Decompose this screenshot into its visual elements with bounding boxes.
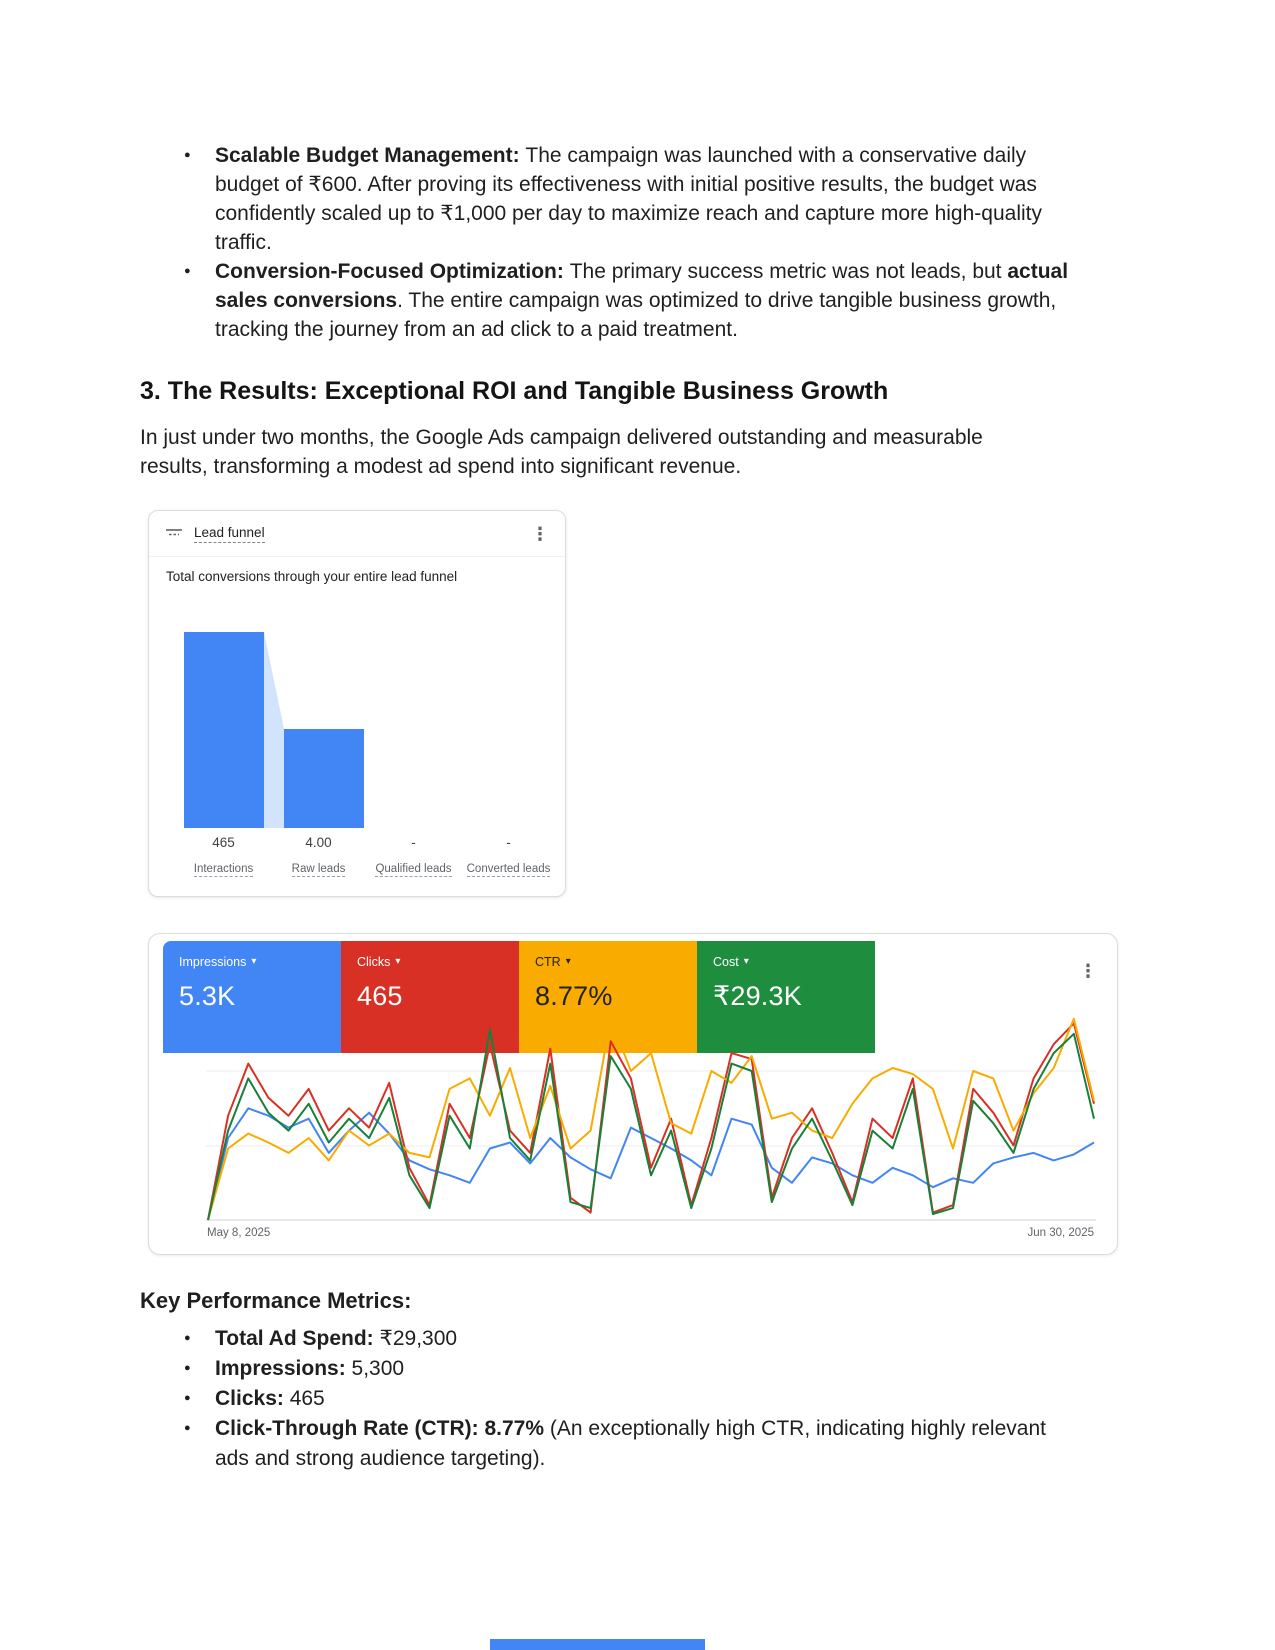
text-segment: 5,300 <box>351 1357 405 1380</box>
campaign-strategy-bullet-list <box>140 141 1075 344</box>
partial-blue-tile <box>490 1639 705 1650</box>
kpi-heading: Key Performance Metrics: <box>140 1288 412 1313</box>
bullet-text <box>215 1357 404 1380</box>
triangle-down-icon: ▾ <box>395 956 401 967</box>
lead-funnel-title-chip[interactable]: Lead funnel <box>194 525 265 543</box>
text-segment: Clicks: <box>215 1387 290 1410</box>
text-segment: The primary success metric was not leads, but <box>569 260 1008 283</box>
ads-performance-card <box>148 933 1118 1255</box>
text-segment: Total Ad Spend: <box>215 1327 380 1350</box>
lead-funnel-card <box>148 510 566 897</box>
metric-tile-label-row <box>535 955 697 969</box>
text-segment: Click-Through Rate (CTR): 8.77% <box>215 1417 550 1440</box>
bullet-item-impressions <box>140 1354 1075 1384</box>
metric-tile-value: 5.3K <box>179 981 236 1011</box>
metric-tile-label-row <box>357 955 519 969</box>
triangle-down-icon: ▾ <box>743 956 749 967</box>
bullet-text <box>215 1387 325 1410</box>
funnel-bar-raw-leads <box>284 729 364 828</box>
bullet-item-clicks <box>140 1384 1075 1414</box>
trend-line-cost <box>208 1029 1094 1220</box>
text-segment: Conversion-Focused Optimization: <box>215 260 570 283</box>
text-segment: 465 <box>289 1387 325 1410</box>
funnel-stage-values <box>176 835 556 850</box>
metric-tile-value: 8.77% <box>535 981 613 1011</box>
stage-label-raw-leads[interactable]: Raw leads <box>291 863 346 875</box>
trend-line-ctr <box>208 1019 1094 1220</box>
metric-tile-label-row <box>713 955 875 969</box>
intro-paragraph: In just under two months, the Google Ads campaign delivered outstanding and measurable results, transforming a modest ad spend into significant revenue. <box>140 426 983 478</box>
text-segment: . The entire campaign was optimized to drive tangible business growth, tracking the journey from an ad click to a paid treatment. <box>215 289 1057 341</box>
bullet-text <box>215 1417 1046 1470</box>
triangle-down-icon: ▾ <box>251 956 257 967</box>
bullet-text <box>215 260 1068 341</box>
bullet-text <box>215 144 1042 254</box>
lead-funnel-card-header <box>149 511 565 557</box>
text-segment: Scalable Budget Management: <box>215 144 526 167</box>
text-segment: (An exceptionally high CTR, indicating highly relevant ads and strong audience targeting). <box>215 1417 1046 1470</box>
metric-tile-label-row <box>179 955 341 969</box>
bullet-item-ctr <box>140 1414 1075 1474</box>
triangle-down-icon: ▾ <box>565 956 571 967</box>
x-axis-start-label: May 8, 2025 <box>207 1227 271 1239</box>
metric-tile-value: 465 <box>357 981 403 1011</box>
kpi-bullet-list <box>140 1324 1075 1474</box>
stage-label-interactions[interactable]: Interactions <box>193 863 254 875</box>
kebab-menu-icon[interactable]: ⋮ <box>531 523 549 544</box>
stage-value-qualified-leads: - <box>411 835 416 850</box>
text-segment: The campaign was launched with a conservative daily budget of ₹600. After proving its effectiveness with initial positive results, the budget was confidently scaled up to ₹1,000 per day to maximize reach and capture more high-quality traffic. <box>215 144 1042 254</box>
funnel-bar-interactions <box>184 632 264 828</box>
metric-tile-value: ₹29.3K <box>713 981 802 1011</box>
section-heading: 3. The Results: Exceptional ROI and Tangible Business Growth <box>140 377 889 405</box>
text-segment: actual sales conversions <box>215 260 1069 312</box>
x-axis-end-label: Jun 30, 2025 <box>1027 1227 1094 1239</box>
funnel-subtitle: Total conversions through your entire lead funnel <box>166 569 458 584</box>
stage-value-interactions: 465 <box>212 835 235 850</box>
metric-tile-label: Cost <box>713 955 739 969</box>
stage-value-raw-leads: 4.00 <box>305 835 332 850</box>
text-segment: ₹29,300 <box>379 1327 458 1350</box>
text-segment: Impressions: <box>215 1357 352 1380</box>
stage-value-converted-leads: - <box>506 835 511 850</box>
bullet-item-total-ad-spend <box>140 1324 1075 1354</box>
funnel-bar-chart <box>149 632 567 828</box>
bullet-item-scalable-budget <box>140 141 1075 257</box>
metric-tile-label: Impressions <box>179 955 247 969</box>
filter-funnel-icon <box>165 527 183 541</box>
performance-trend-chart <box>206 1014 1096 1224</box>
bullet-text <box>215 1327 457 1350</box>
stage-label-converted-leads[interactable]: Converted leads <box>466 863 551 875</box>
stage-label-qualified-leads[interactable]: Qualified leads <box>375 863 452 875</box>
bullet-item-conversion-optimization <box>140 257 1075 344</box>
kebab-menu-icon[interactable]: ⋮ <box>1079 961 1097 981</box>
metric-tile-label: CTR <box>535 955 561 969</box>
metric-tile-label: Clicks <box>357 955 391 969</box>
funnel-stage-labels <box>176 863 556 877</box>
